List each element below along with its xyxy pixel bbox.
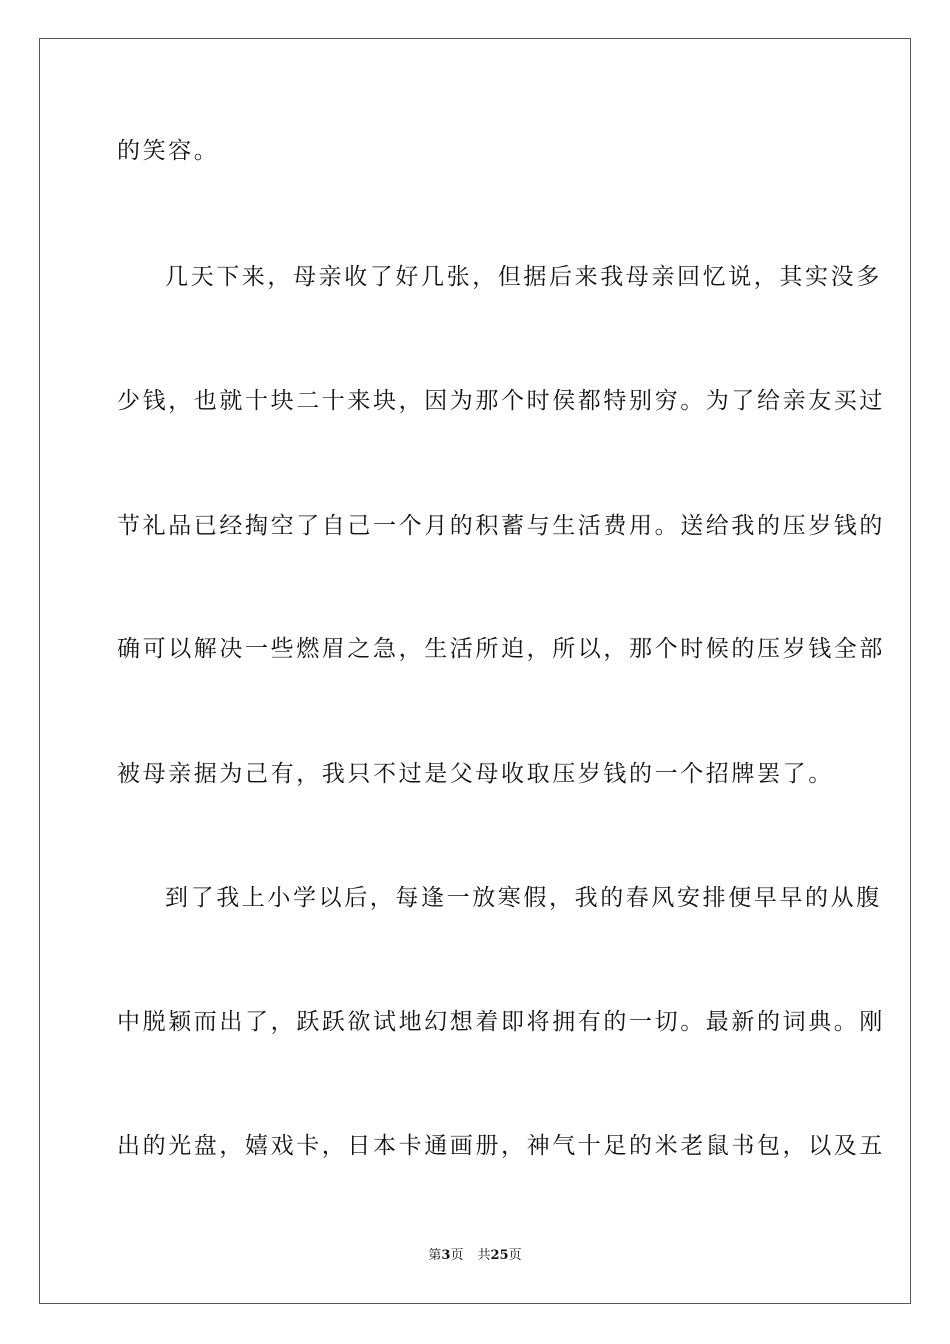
paragraph-line: 到了我上小学以后，每逢一放寒假，我的春风安排便早早的从腹 [165, 885, 882, 911]
paragraph-line: 确可以解决一些燃眉之急，生活所迫，所以，那个时候的压岁钱全部 [117, 636, 885, 662]
page-border [39, 38, 911, 1304]
total-suffix: 页 [508, 1248, 522, 1263]
total-page-number: 25 [490, 1248, 509, 1263]
page-footer [0, 1247, 950, 1265]
paragraph-line: 的笑容。 [117, 138, 220, 164]
total-prefix: 共 [477, 1248, 491, 1263]
paragraph-line: 被母亲据为己有，我只不过是父母收取压岁钱的一个招牌罢了。 [117, 761, 834, 787]
paragraph-line: 出的光盘，嬉戏卡，日本卡通画册，神气十足的米老鼠书包，以及五 [117, 1133, 885, 1159]
paragraph-line: 几天下来，母亲收了好几张，但据后来我母亲回忆说，其实没多 [165, 264, 882, 290]
page-prefix: 第 [428, 1248, 442, 1263]
paragraph-line: 少钱，也就十块二十来块，因为那个时侯都特别穷。为了给亲友买过 [117, 388, 885, 414]
paragraph-line: 节礼品已经掏空了自己一个月的积蓄与生活费用。送给我的压岁钱的 [117, 513, 885, 539]
current-page-number: 3 [441, 1248, 451, 1263]
page-suffix: 页 [450, 1248, 464, 1263]
paragraph-line: 中脱颖而出了，跃跃欲试地幻想着即将拥有的一切。最新的词典。刚 [117, 1009, 885, 1035]
